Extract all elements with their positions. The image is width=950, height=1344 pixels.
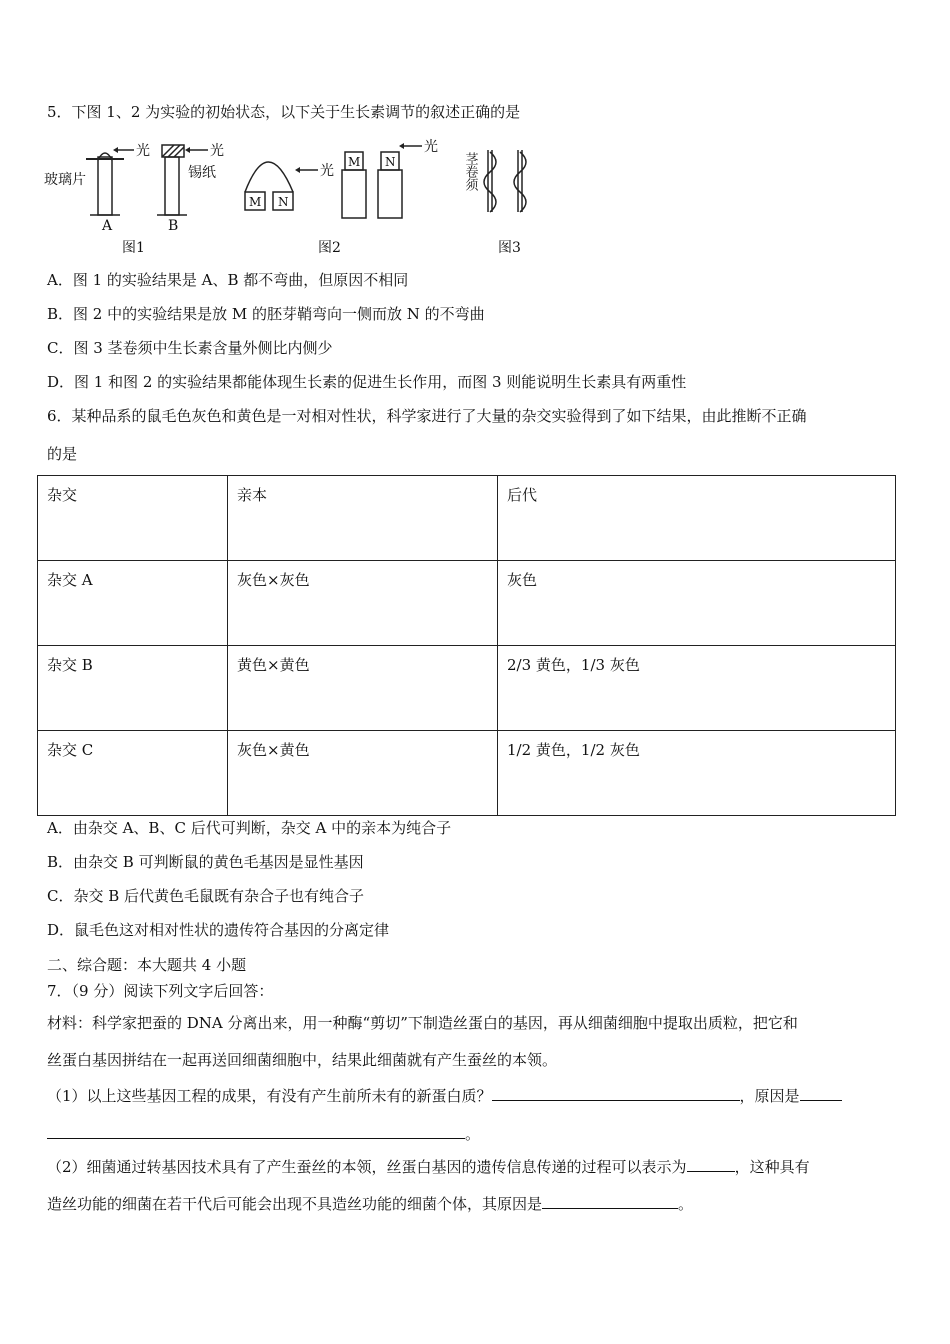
q5-option-a: A．图 1 的实验结果是 A、B 都不弯曲，但原因不相同 [47, 271, 409, 289]
label-a: A [102, 218, 113, 234]
coleoptile-n [378, 170, 402, 218]
answer-blank[interactable] [542, 1194, 678, 1209]
table-cell: 灰色×黄色 [228, 731, 498, 816]
header-cross: 杂交 [38, 476, 228, 561]
q5-option-b: B．图 2 中的实验结果是放 M 的胚芽鞘弯向一侧而放 N 的不弯曲 [47, 305, 485, 323]
table-cell: 杂交 C [38, 731, 228, 816]
answer-blank[interactable] [492, 1086, 740, 1101]
answer-blank[interactable] [687, 1157, 735, 1172]
n-label-left: N [278, 195, 289, 209]
n-label: N [385, 155, 396, 169]
table-cell: 杂交 B [38, 646, 228, 731]
table-cell: 黄色×黄色 [228, 646, 498, 731]
table-cell: 2/3 黄色，1/3 灰色 [498, 646, 896, 731]
light-label-a: 光 [136, 143, 150, 159]
q7-part1 [47, 1086, 842, 1106]
table-row [38, 646, 896, 731]
q7-stem: 7．（9 分）阅读下列文字后回答： [47, 982, 274, 1000]
light-label-2a: 光 [320, 163, 334, 179]
label-b: B [168, 218, 179, 234]
q6-option-b: B．由杂交 B 可判断鼠的黄色毛基因是显性基因 [47, 853, 364, 871]
table-row [38, 731, 896, 816]
cross-table [37, 475, 896, 816]
q7-part1-question: （1）以上这些基因工程的成果，有没有产生前所未有的新蛋白质？ [47, 1087, 492, 1105]
q6-option-d: D．鼠毛色这对相对性状的遗传符合基因的分离定律 [47, 921, 390, 939]
tendril-b [514, 152, 526, 212]
q5-option-c: C．图 3 茎卷须中生长素含量外侧比内侧少 [47, 339, 333, 357]
q7-part2-cont: ，这种具有 [734, 1158, 810, 1176]
coleoptile-tip-2 [245, 162, 293, 192]
table-cell: 灰色×灰色 [228, 561, 498, 646]
light-label-2b: 光 [424, 139, 438, 155]
m-label: M [348, 155, 361, 169]
q5-option-d: D．图 1 和图 2 的实验结果都能体现生长素的促进生长作用，而图 3 则能说明生长素具有两重性 [47, 373, 687, 391]
q7-part2 [47, 1157, 810, 1177]
q7-part2-question: （2）细菌通过转基因技术具有了产生蚕丝的本领，丝蛋白基因的遗传信息传递的过程可以表示为 [47, 1158, 687, 1176]
table-header-row [38, 476, 896, 561]
header-parents: 亲本 [228, 476, 498, 561]
foil-label: 锡纸 [188, 165, 216, 181]
q7-part1-reason: ，原因是 [739, 1087, 800, 1105]
light-label-b: 光 [210, 143, 224, 159]
q7-part1-cont [47, 1124, 480, 1144]
header-offspring: 后代 [498, 476, 896, 561]
section-heading: 二、综合题：本大题共 4 小题 [47, 956, 247, 974]
coleoptile-a [98, 157, 112, 215]
q5-figure [40, 132, 521, 262]
answer-blank[interactable] [47, 1124, 465, 1139]
q7-material-line1: 材料：科学家把蚕的 DNA 分离出来，用一种酶“剪切”下制造丝蛋白的基因，再从细菌细胞中提取出质粒，把它和 [47, 1014, 798, 1032]
table-cell: 灰色 [498, 561, 896, 646]
q6-option-a: A．由杂交 A、B、C 后代可判断，杂交 A 中的亲本为纯合子 [47, 819, 452, 837]
tendril-a [484, 152, 496, 212]
m-label-left: M [249, 195, 262, 209]
table-cell: 1/2 黄色，1/2 灰色 [498, 731, 896, 816]
period: 。 [678, 1195, 694, 1213]
coleoptile-b [165, 157, 179, 215]
q7-part2-line2 [47, 1194, 693, 1214]
table-cell: 杂交 A [38, 561, 228, 646]
period: 。 [465, 1125, 481, 1143]
q7-material-line2: 丝蛋白基因拼结在一起再送回细菌细胞中，结果此细菌就有产生蚕丝的本领。 [47, 1051, 558, 1069]
tendril-label: 茎卷须 [462, 152, 478, 191]
q5-stem: 5．下图 1、2 为实验的初始状态，以下关于生长素调节的叙述正确的是 [47, 103, 521, 121]
q6-stem-line2: 的是 [47, 445, 78, 463]
answer-blank[interactable] [800, 1086, 842, 1101]
q6-option-c: C．杂交 B 后代黄色毛鼠既有杂合子也有纯合子 [47, 887, 365, 905]
coleoptile-m [342, 170, 366, 218]
fig3-caption: 图3 [498, 240, 521, 256]
q7-part2-reason: 造丝功能的细菌在若干代后可能会出现不具造丝功能的细菌个体，其原因是 [47, 1195, 543, 1213]
fig1-caption: 图1 [122, 240, 145, 256]
glass-label: 玻璃片 [44, 172, 86, 188]
fig2-caption: 图2 [318, 240, 341, 256]
q6-stem-line1: 6．某种品系的鼠毛色灰色和黄色是一对相对性状，科学家进行了大量的杂交实验得到了如下结果，由此推断不正确 [47, 407, 807, 425]
table-row [38, 561, 896, 646]
